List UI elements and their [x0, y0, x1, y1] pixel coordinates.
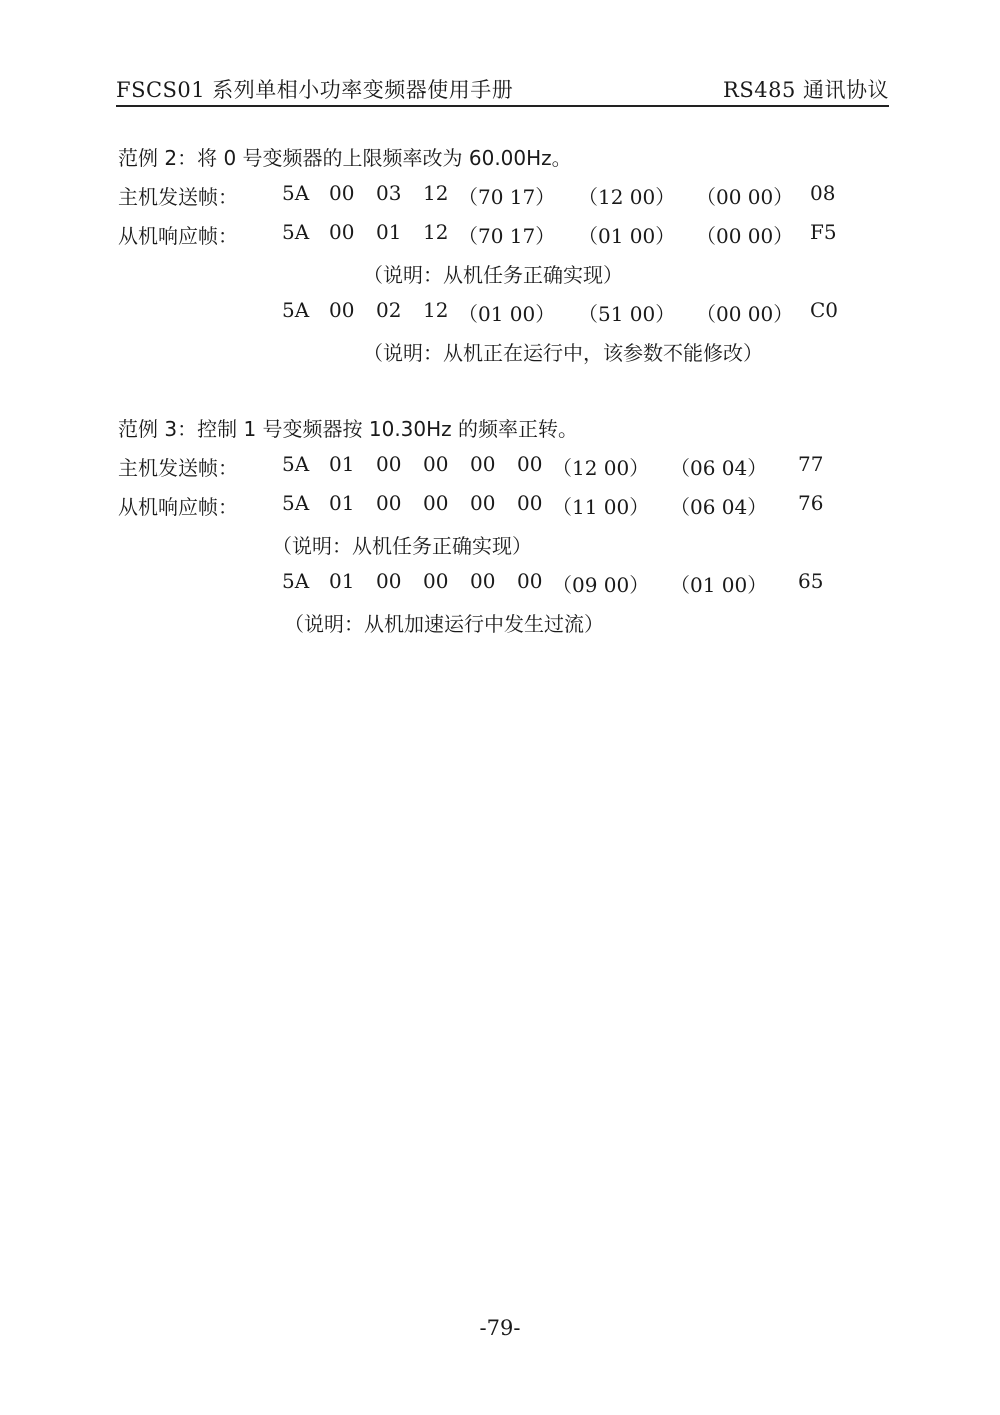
frame-word: （11 00） — [552, 495, 650, 519]
frame-byte: 12 — [423, 181, 449, 205]
frame-byte: 00 — [376, 452, 402, 476]
master-frame-label: 主机发送帧： — [118, 185, 238, 209]
manual-title: FSCS01 系列单相小功率变频器使用手册 — [116, 78, 514, 102]
frame-word: （70 17） — [458, 224, 556, 248]
frame-byte: 5A — [282, 181, 310, 205]
frame-byte: 00 — [329, 298, 355, 322]
frame-byte: 00 — [376, 491, 402, 515]
frame-byte: 01 — [329, 491, 355, 515]
frame-word: （01 00） — [458, 302, 556, 326]
header-divider — [116, 105, 889, 107]
example3-note-error: （说明：从机加速运行中发生过流） — [284, 612, 604, 636]
frame-byte: 5A — [282, 220, 310, 244]
frame-byte: 5A — [282, 569, 310, 593]
frame-word: （01 00） — [670, 573, 768, 597]
frame-byte: 03 — [376, 181, 402, 205]
page-header — [116, 74, 889, 104]
frame-checksum: C0 — [810, 298, 839, 322]
frame-word: （12 00） — [578, 185, 676, 209]
frame-word: （00 00） — [696, 224, 794, 248]
frame-byte: 00 — [329, 181, 355, 205]
example3-note-success: （说明：从机任务正确实现） — [272, 534, 532, 558]
example3-title: 范例 3：控制 1 号变频器按 10.30Hz 的频率正转。 — [118, 417, 579, 441]
example2-title: 范例 2：将 0 号变频器的上限频率改为 60.00Hz。 — [118, 146, 572, 170]
frame-byte: 5A — [282, 452, 310, 476]
frame-word: （00 00） — [696, 185, 794, 209]
frame-checksum: 65 — [798, 569, 824, 593]
frame-byte: 00 — [329, 220, 355, 244]
master-frame-label: 主机发送帧： — [118, 456, 238, 480]
frame-byte: 01 — [329, 569, 355, 593]
section-title: RS485 通讯协议 — [723, 78, 889, 102]
frame-byte: 00 — [423, 491, 449, 515]
frame-byte: 01 — [376, 220, 402, 244]
slave-frame-label: 从机响应帧： — [118, 224, 238, 248]
example2-note-error: （说明：从机正在运行中，该参数不能修改） — [363, 341, 763, 365]
frame-word: （70 17） — [458, 185, 556, 209]
frame-word: （00 00） — [696, 302, 794, 326]
frame-checksum: 77 — [798, 452, 824, 476]
frame-byte: 00 — [470, 569, 496, 593]
frame-byte: 00 — [470, 491, 496, 515]
frame-byte: 5A — [282, 491, 310, 515]
frame-checksum: 76 — [798, 491, 824, 515]
frame-byte: 5A — [282, 298, 310, 322]
frame-byte: 02 — [376, 298, 402, 322]
frame-byte: 00 — [470, 452, 496, 476]
frame-checksum: 08 — [810, 181, 836, 205]
frame-byte: 00 — [376, 569, 402, 593]
frame-checksum: F5 — [810, 220, 837, 244]
frame-byte: 12 — [423, 220, 449, 244]
frame-byte: 00 — [517, 491, 543, 515]
frame-byte: 01 — [329, 452, 355, 476]
frame-word: （06 04） — [670, 495, 768, 519]
frame-byte: 00 — [517, 569, 543, 593]
frame-word: （51 00） — [578, 302, 676, 326]
frame-word: （09 00） — [552, 573, 650, 597]
example2-note-success: （说明：从机任务正确实现） — [363, 263, 623, 287]
frame-word: （12 00） — [552, 456, 650, 480]
frame-word: （06 04） — [670, 456, 768, 480]
frame-byte: 00 — [423, 569, 449, 593]
frame-word: （01 00） — [578, 224, 676, 248]
slave-frame-label: 从机响应帧： — [118, 495, 238, 519]
page-number: -79- — [479, 1316, 521, 1340]
frame-byte: 00 — [517, 452, 543, 476]
frame-byte: 12 — [423, 298, 449, 322]
frame-byte: 00 — [423, 452, 449, 476]
